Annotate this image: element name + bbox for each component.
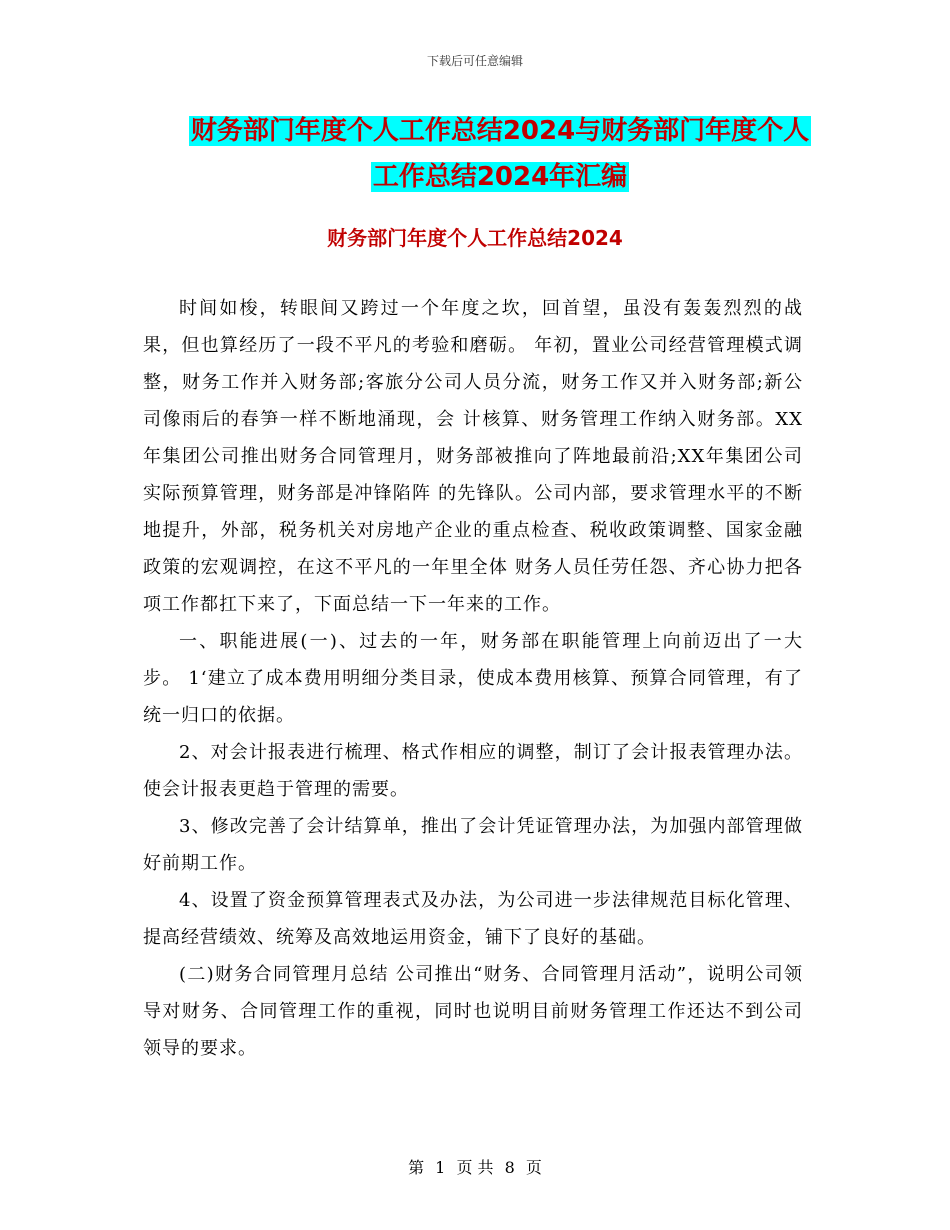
document-body (143, 290, 803, 1067)
paragraph-item: (二)财务合同管理月总结 公司推出“财务、合同管理月活动”，说明公司领导对财务、合同管理工作的重视，同时也说明目前财务管理工作还达不到公司领导的要求。 (143, 964, 803, 1059)
header-note: 下载后可任意编辑 (426, 54, 523, 68)
page-label-prefix: 第 (408, 1158, 425, 1177)
page-total: 8 (504, 1158, 515, 1177)
page-footer (0, 1155, 950, 1178)
document-title (140, 108, 860, 200)
document-title-line1: 财务部门年度个人工作总结2024与财务部门年度个人 (190, 116, 810, 146)
section-title: 财务部门年度个人工作总结2024 (327, 226, 623, 250)
document-title-line2: 工作总结2024年汇编 (372, 162, 628, 192)
page-current: 1 (435, 1158, 446, 1177)
paragraph-intro: 时间如梭，转眼间又跨过一个年度之坎，回首望，虽没有轰轰烈烈的战果，但也算经历了一段不平凡的考验和磨砺。 年初，置业公司经营管理模式调整，财务工作并入财务部;客旅分公司人员分流，财务工作又并入财务部;新公司像雨后的春笋一样不断地涌现，会 计核算、财务管理工作纳入财务部。XX年集团公司推出财务合同管理月，财务部被推向了阵地最前沿;XX年集团公司实际预算管理，财务部是冲锋陷阵 的先锋队。公司内部，要求管理水平的不断地提升，外部，税务机关对房地产企业的重点检查、税收政策调整、国家金融政策的宏观调控，在这不平凡的一年里全体 财务人员任劳任怨、齐心协力把各项工作都扛下来了，下面总结一下一年来的工作。 (143, 298, 803, 615)
paragraph-item: 4、设置了资金预算管理表式及办法，为公司进一步法律规范目标化管理、提高经营绩效、统筹及高效地运用资金，铺下了良好的基础。 (143, 890, 803, 948)
paragraph-item: 3、修改完善了会计结算单，推出了会计凭证管理办法，为加强内部管理做好前期工作。 (143, 816, 803, 874)
page-label-mid: 页 共 (456, 1158, 494, 1177)
paragraph-item: 2、对会计报表进行梳理、格式作相应的调整，制订了会计报表管理办法。使会计报表更趋于管理的需要。 (143, 742, 803, 800)
page-label-suffix: 页 (525, 1158, 542, 1177)
paragraph-item: 一、职能进展(一)、过去的一年，财务部在职能管理上向前迈出了一大步。 1‘建立了成本费用明细分类目录，使成本费用核算、预算合同管理，有了统一归口的依据。 (143, 631, 803, 726)
